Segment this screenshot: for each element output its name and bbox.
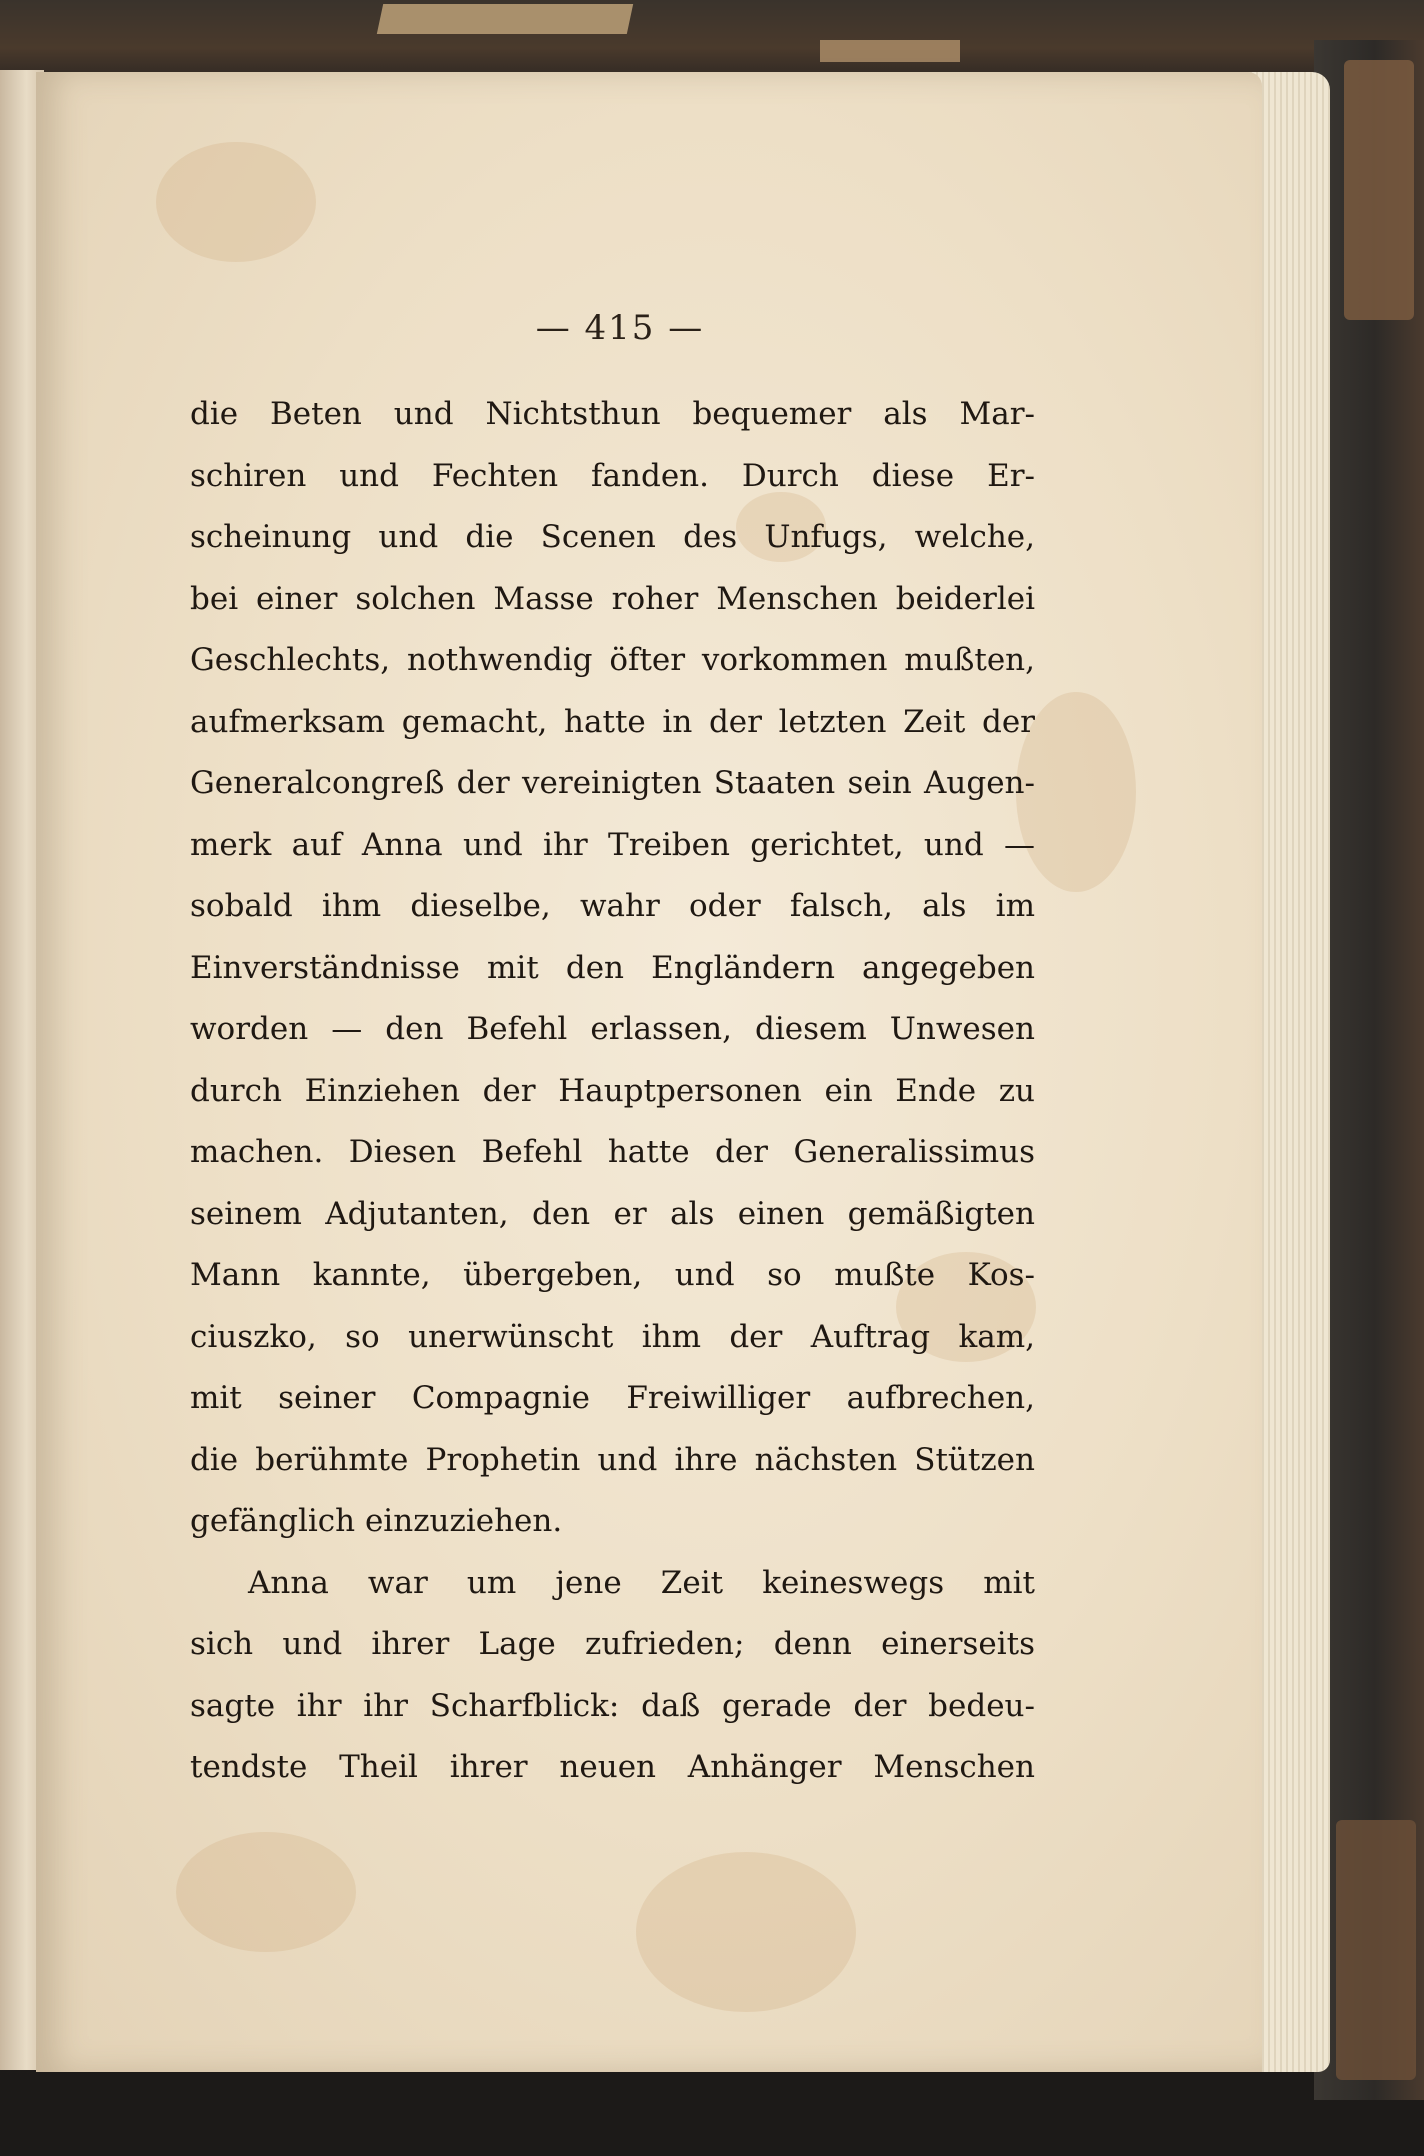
text-line: merk auf Anna und ihr Treiben gerichtet, und — — [190, 826, 1035, 863]
text-line: Mann kannte, übergeben, und so mußte Kos- — [190, 1257, 1035, 1293]
text-line: aufmerksam gemacht, hatte in der letzten Zeit der — [190, 703, 1035, 740]
book-cover — [1314, 40, 1424, 2100]
text-line: machen. Diesen Befehl hatte der Generalissimus — [190, 1134, 1035, 1170]
text-line: ciuszko, so unerwünscht ihm der Auftrag kam, — [190, 1318, 1035, 1355]
leather-corner — [1336, 1820, 1416, 2080]
text-line: sich und ihrer Lage zufrieden; denn einerseits — [190, 1626, 1035, 1662]
text-line: gefänglich einzuziehen. — [190, 1503, 563, 1539]
text-line: seinem Adjutanten, den er als einen gemäßigten — [190, 1195, 1035, 1232]
foxing-stain — [156, 142, 316, 262]
text-line: Anna war um jene Zeit keineswegs mit — [248, 1564, 1035, 1601]
text-line: bei einer solchen Masse roher Menschen beiderlei — [190, 580, 1035, 617]
paragraph — [190, 1553, 1035, 1799]
foxing-stain — [636, 1852, 856, 2012]
leather-corner — [1344, 60, 1414, 320]
text-line: die berühmte Prophetin und ihre nächsten Stützen — [190, 1441, 1035, 1478]
text-line: sobald ihm dieselbe, wahr oder falsch, als im — [190, 888, 1035, 924]
text-line: worden — den Befehl erlassen, diesem Unwesen — [190, 1011, 1035, 1047]
text-line: durch Einziehen der Hauptpersonen ein Ende zu — [190, 1072, 1035, 1109]
book-top-edge — [0, 0, 1424, 80]
text-line: tendste Theil ihrer neuen Anhänger Menschen — [190, 1749, 1035, 1785]
text-line: Geschlechts, nothwendig öfter vorkommen mußten, — [190, 642, 1035, 678]
paragraph — [190, 384, 1035, 1553]
foxing-stain — [176, 1832, 356, 1952]
torn-spine-fragment — [820, 40, 960, 62]
text-line: sagte ihr ihr Scharfblick: daß gerade der bedeu- — [190, 1687, 1035, 1724]
body-text — [190, 384, 1035, 1799]
text-line: scheinung und die Scenen des Unfugs, welche, — [190, 519, 1035, 555]
text-line: mit seiner Compagnie Freiwilliger aufbrechen, — [190, 1380, 1035, 1416]
text-line: Einverständnisse mit den Engländern angegeben — [190, 949, 1035, 986]
torn-spine-fragment — [377, 4, 633, 34]
text-line: Generalcongreß der vereinigten Staaten sein Augen- — [190, 765, 1035, 801]
text-line: schiren und Fechten fanden. Durch diese Er- — [190, 457, 1035, 494]
page-number: — 415 — — [535, 308, 705, 348]
text-line: die Beten und Nichtsthun bequemer als Mar- — [190, 396, 1035, 432]
